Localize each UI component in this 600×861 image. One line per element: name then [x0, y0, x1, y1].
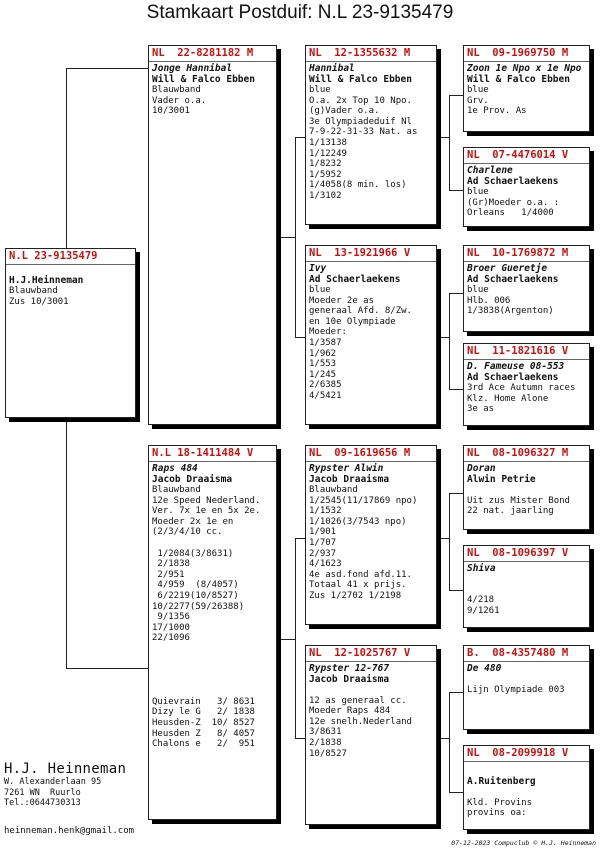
pigeon-card-ssd: [463, 147, 590, 227]
pigeon-name: D. Fameuse 08-553: [467, 361, 565, 372]
connector-line: [437, 538, 449, 539]
breeder-name: A.Ruitenberg: [467, 776, 536, 787]
ring-number: NL 13-1921966 V: [306, 247, 436, 262]
pigeon-name: Shiva: [467, 563, 496, 574]
pigeon-info: blue Hlb. 006 1/3838(Argenton): [467, 285, 554, 317]
breeder-name: Ad Schaerlaekens: [309, 274, 401, 285]
ring-number: NL 08-2099918 V: [464, 747, 589, 762]
pigeon-info: blue (Gr)Moeder o.a. : Orleans 1/4000: [467, 187, 560, 219]
connector-line: [437, 137, 449, 138]
owner-street: W. Alexanderlaan 95: [4, 777, 102, 787]
connector-line: [66, 420, 67, 668]
pigeon-card-dam: [148, 445, 277, 820]
pigeon-name: Jonge Hannibal: [152, 63, 233, 74]
pigeon-info: 3rd Ace Autumn races Klz. Home Alone 3e as: [467, 383, 576, 415]
owner-info: [4, 761, 126, 809]
breeder-name: Will & Falco Ebben: [467, 74, 570, 85]
pigeon-card-dam-dam: [305, 645, 437, 825]
pigeon-info: Blauwband 1/2545(11/17869 npo) 1/1532 1/1026(3/7543 npo) 1/901 1/707 2/937 4/1623 4e asd.fond afd.11. Totaal 41 x prijs. Zus 1/2702 1/2198: [309, 485, 418, 601]
ring-number: NL 07-4476014 V: [464, 149, 589, 164]
pigeon-name: De 480: [467, 663, 502, 674]
connector-line: [295, 137, 296, 337]
connector-line: [295, 337, 305, 338]
connector-line: [449, 95, 450, 190]
footer-credit: 07-12-2023 Compuclub © H.J. Heinneman: [451, 839, 596, 847]
connector-line: [449, 95, 463, 96]
connector-line: [449, 692, 463, 693]
ring-number: NL 08-1096327 M: [464, 447, 589, 462]
connector-line: [449, 692, 450, 792]
pigeon-card-dss: [463, 445, 590, 530]
pigeon-card-subject: [5, 248, 136, 418]
pigeon-card-sds: [463, 245, 590, 332]
breeder-name: Jacob Draaisma: [309, 474, 390, 485]
owner-name: H.J. Heinneman: [4, 761, 127, 777]
pigeon-info: 12 as generaal cc. Moeder Raps 484 12e snelh.Nederland 3/8631 2/1838 10/8527: [309, 695, 412, 759]
pigeon-name: Doran: [467, 463, 496, 474]
pigeon-name: Charlene: [467, 165, 513, 176]
connector-line: [437, 337, 449, 338]
pigeon-name: Rypster Alwin: [309, 463, 384, 474]
ring-number: NL 09-1969750 M: [464, 47, 589, 62]
ring-number: NL 09-1619656 M: [306, 447, 436, 462]
ring-number: NL 22-8281182 M: [149, 47, 276, 62]
ring-number: N.L 18-1411484 V: [149, 447, 276, 462]
breeder-name: Will & Falco Ebben: [152, 74, 255, 85]
pigeon-info: 4/218 9/1261: [467, 595, 500, 616]
ring-number: NL 12-1025767 V: [306, 647, 436, 662]
pigeon-name: Broer Gueretje: [467, 263, 548, 274]
breeder-name: Jacob Draaisma: [309, 674, 390, 685]
pigeon-info: Kld. Provins provins oa:: [467, 797, 533, 819]
pigeon-card-sire: [148, 45, 277, 425]
owner-email: heinneman.henk@gmail.com: [4, 826, 135, 836]
pigeon-name: Hannibal: [309, 63, 355, 74]
connector-line: [295, 137, 305, 138]
owner-city: 7261 WN Ruurlo: [4, 787, 81, 798]
connector-line: [449, 590, 463, 591]
ring-number: N.L 23-9135479: [6, 250, 135, 265]
connector-line: [295, 538, 305, 539]
pigeon-info: Uit zus Mister Bond 22 nat. jaarling: [467, 495, 570, 517]
ring-number: NL 12-1355632 M: [306, 47, 436, 62]
connector-line: [295, 538, 296, 738]
breeder-name: Will & Falco Ebben: [309, 74, 412, 85]
pigeon-card-sire-dam: [305, 245, 437, 425]
pigeon-info: blue Moeder 2e as generaal Afd. 8/Zw. en 10e Olympiade Moeder: 1/3587 1/962 1/553 1/245 2/6385 4/5421: [309, 285, 412, 401]
breeder-name: Ad Schaerlaekens: [467, 176, 559, 187]
breeder-name: Ad Schaerlaekens: [467, 372, 559, 383]
pigeon-card-sdd: [463, 343, 590, 426]
connector-line: [449, 190, 463, 191]
connector-line: [66, 68, 67, 250]
breeder-name: Alwin Petrie: [467, 474, 536, 485]
pigeon-info: Lijn Olympiade 003: [467, 684, 565, 695]
connector-line: [449, 493, 450, 590]
pigeon-name: Raps 484: [152, 463, 198, 474]
ring-number: NL 10-1769872 M: [464, 247, 589, 262]
ring-number: NL 08-1096397 V: [464, 547, 589, 562]
connector-line: [437, 738, 449, 739]
pigeon-card-sire-sire: [305, 45, 437, 225]
breeder-name: Jacob Draaisma: [152, 474, 233, 485]
pigeon-name: Ivy: [309, 263, 327, 274]
pigeon-info: Blauwband 12e Speed Nederland. Ver. 7x 1e en 5x 2e. Moeder 2x 1e en (2/3/4/10 cc. 1/2084(3/8631) 2/1838 2/951 4/959 (8/4057) 6/2219(10/8527) 10/2277(59/26388) 9/1356 17/1000 22/1096 Quievrain 3/ 8631 Dizy le G 2/ 1838 Heusden-Z 10/ 8527 Heusden Z 8/ 4057 Chalons e 2/ 951: [152, 485, 261, 750]
pigeon-card-ddd: [463, 745, 590, 830]
connector-line: [449, 389, 463, 390]
connector-line: [449, 293, 463, 294]
owner-phone: Tel.:0644730313: [4, 798, 81, 808]
ring-number: NL 11-1821616 V: [464, 345, 589, 360]
page-title: Stamkaart Postduif: N.L 23-9135479: [146, 2, 454, 23]
pigeon-info: Blauwband Vader o.a. 10/3001: [152, 85, 207, 117]
connector-line: [277, 639, 295, 640]
pigeon-card-sss: [463, 45, 590, 132]
connector-line: [295, 738, 305, 739]
connector-line: [449, 293, 450, 389]
pigeon-name: Rypster 12-767: [309, 663, 390, 674]
breeder-name: Ad Schaerlaekens: [467, 274, 559, 285]
connector-line: [277, 237, 295, 238]
pigeon-info: blue O.a. 2x Top 10 Npo. (g)Vader o.a. 3e Olympiadeduif Nl 7-9-22-31-33 Nat. as 1/13138 1/12249 1/8232 1/5952 1/4058(8 min. los) 1/3102: [309, 85, 418, 201]
connector-line: [66, 668, 148, 669]
pigeon-card-dds: [463, 645, 590, 730]
pigeon-info: Blauwband Zus 10/3001: [9, 286, 69, 307]
pigeon-info: blue Grv. 1e Prov. As: [467, 85, 527, 117]
pigeon-name: Zoon 1e Npo x 1e Npo: [467, 63, 582, 74]
breeder-name: H.J.Heinneman: [9, 275, 84, 286]
ring-number: B. 08-4357480 M: [464, 647, 589, 662]
pigeon-card-dsd: [463, 545, 590, 628]
connector-line: [449, 493, 463, 494]
connector-line: [449, 792, 463, 793]
pigeon-card-dam-sire: [305, 445, 437, 625]
connector-line: [66, 68, 148, 69]
